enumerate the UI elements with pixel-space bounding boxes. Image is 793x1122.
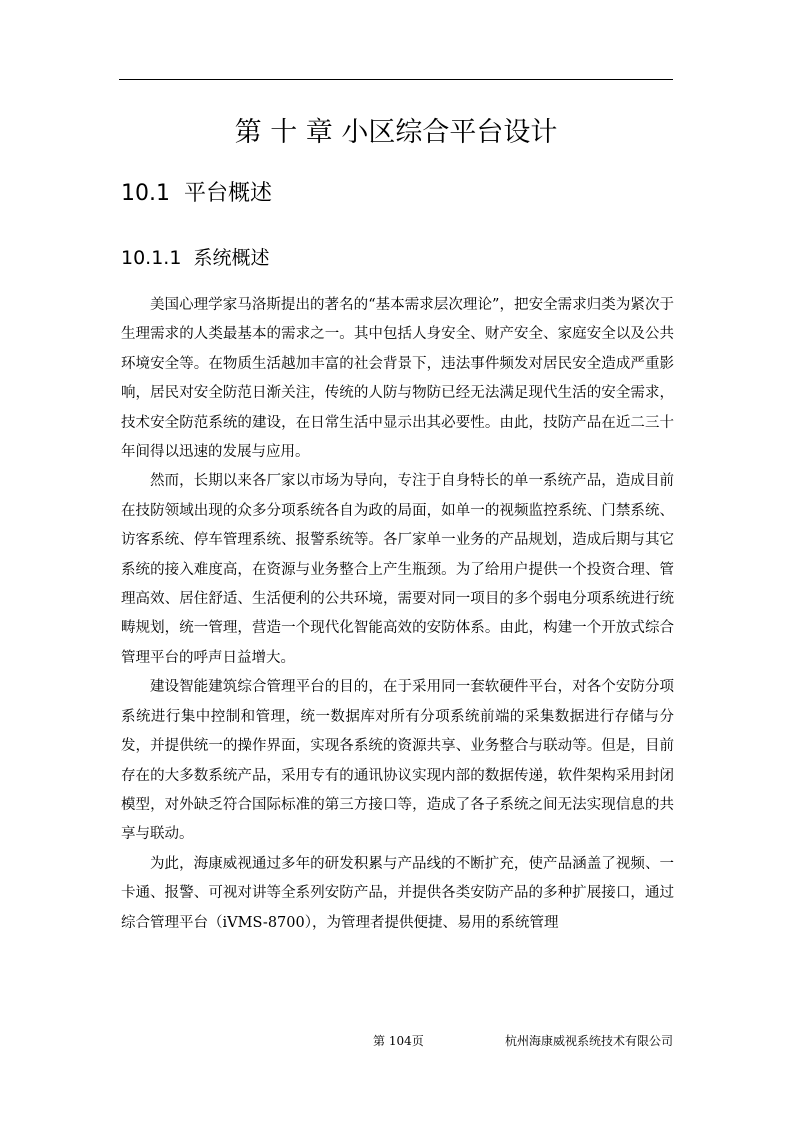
paragraph: 为此，海康威视通过多年的研发积累与产品线的不断扩充，使产品涵盖了视频、一卡通、报警、可视对讲等全系列安防产品，并提供各类安防产品的多种扩展接口，通过综合管理平台（iVMS-8700），为管理者提供便捷、易用的系统管理 <box>121 855 674 931</box>
subsection-title: 系统概述 <box>193 247 270 269</box>
section-number: 10.1 <box>121 181 170 206</box>
subsection-heading <box>121 244 270 272</box>
company-name: 杭州海康威视系统技术有限公司 <box>504 1034 673 1048</box>
section-heading <box>121 178 272 210</box>
section-title: 平台概述 <box>183 181 272 206</box>
page-number: 第 104页 <box>373 1034 424 1048</box>
paragraph: 然而，长期以来各厂家以市场为导向，专注于自身特长的单一系统产品，造成目前在技防领域出现的众多分项系统各自为政的局面，如单一的视频监控系统、门禁系统、访客系统、停车管理系统、报警系统等。各厂家单一业务的产品规划，造成后期与其它系统的接入难度高，在资源与业务整合上产生瓶颈。为了给用户提供一个投资合理、管理高效、居住舒适、生活便利的公共环境，需要对同一项目的多个弱电分项系统进行统畴规划，统一管理，营造一个现代化智能高效的安防体系。由此，构建一个开放式综合管理平台的呼声日益增大。 <box>121 473 674 666</box>
subsection-number: 10.1.1 <box>121 247 182 269</box>
paragraph: 美国心理学家马洛斯提出的著名的“基本需求层次理论”，把安全需求归类为紧次于生理需求的人类最基本的需求之一。其中包括人身安全、财产安全、家庭安全以及公共环境安全等。在物质生活越加丰富的社会背景下，违法事件频发对居民安全造成严重影响，居民对安全防范日渐关注，传统的人防与物防已经无法满足现代生活的安全需求，技术安全防范系统的建设，在日常生活中显示出其必要性。由此，技防产品在近二三十年间得以迅速的发展与应用。 <box>121 297 674 461</box>
body-text <box>121 291 674 938</box>
chapter-title: 第 十 章 小区综合平台设计 <box>234 117 558 148</box>
header-rule <box>119 79 673 80</box>
paragraph: 建设智能建筑综合管理平台的目的，在于采用同一套软硬件平台，对各个安防分项系统进行集中控制和管理，统一数据库对所有分项系统前端的采集数据进行存储与分发，并提供统一的操作界面，实现各系统的资源共享、业务整合与联动等。但是，目前存在的大多数系统产品，采用专有的通讯协议实现内部的数据传递，软件架构采用封闭模型，对外缺乏符合国际标准的第三方接口等，造成了各子系统之间无法实现信息的共享与联动。 <box>121 679 674 843</box>
